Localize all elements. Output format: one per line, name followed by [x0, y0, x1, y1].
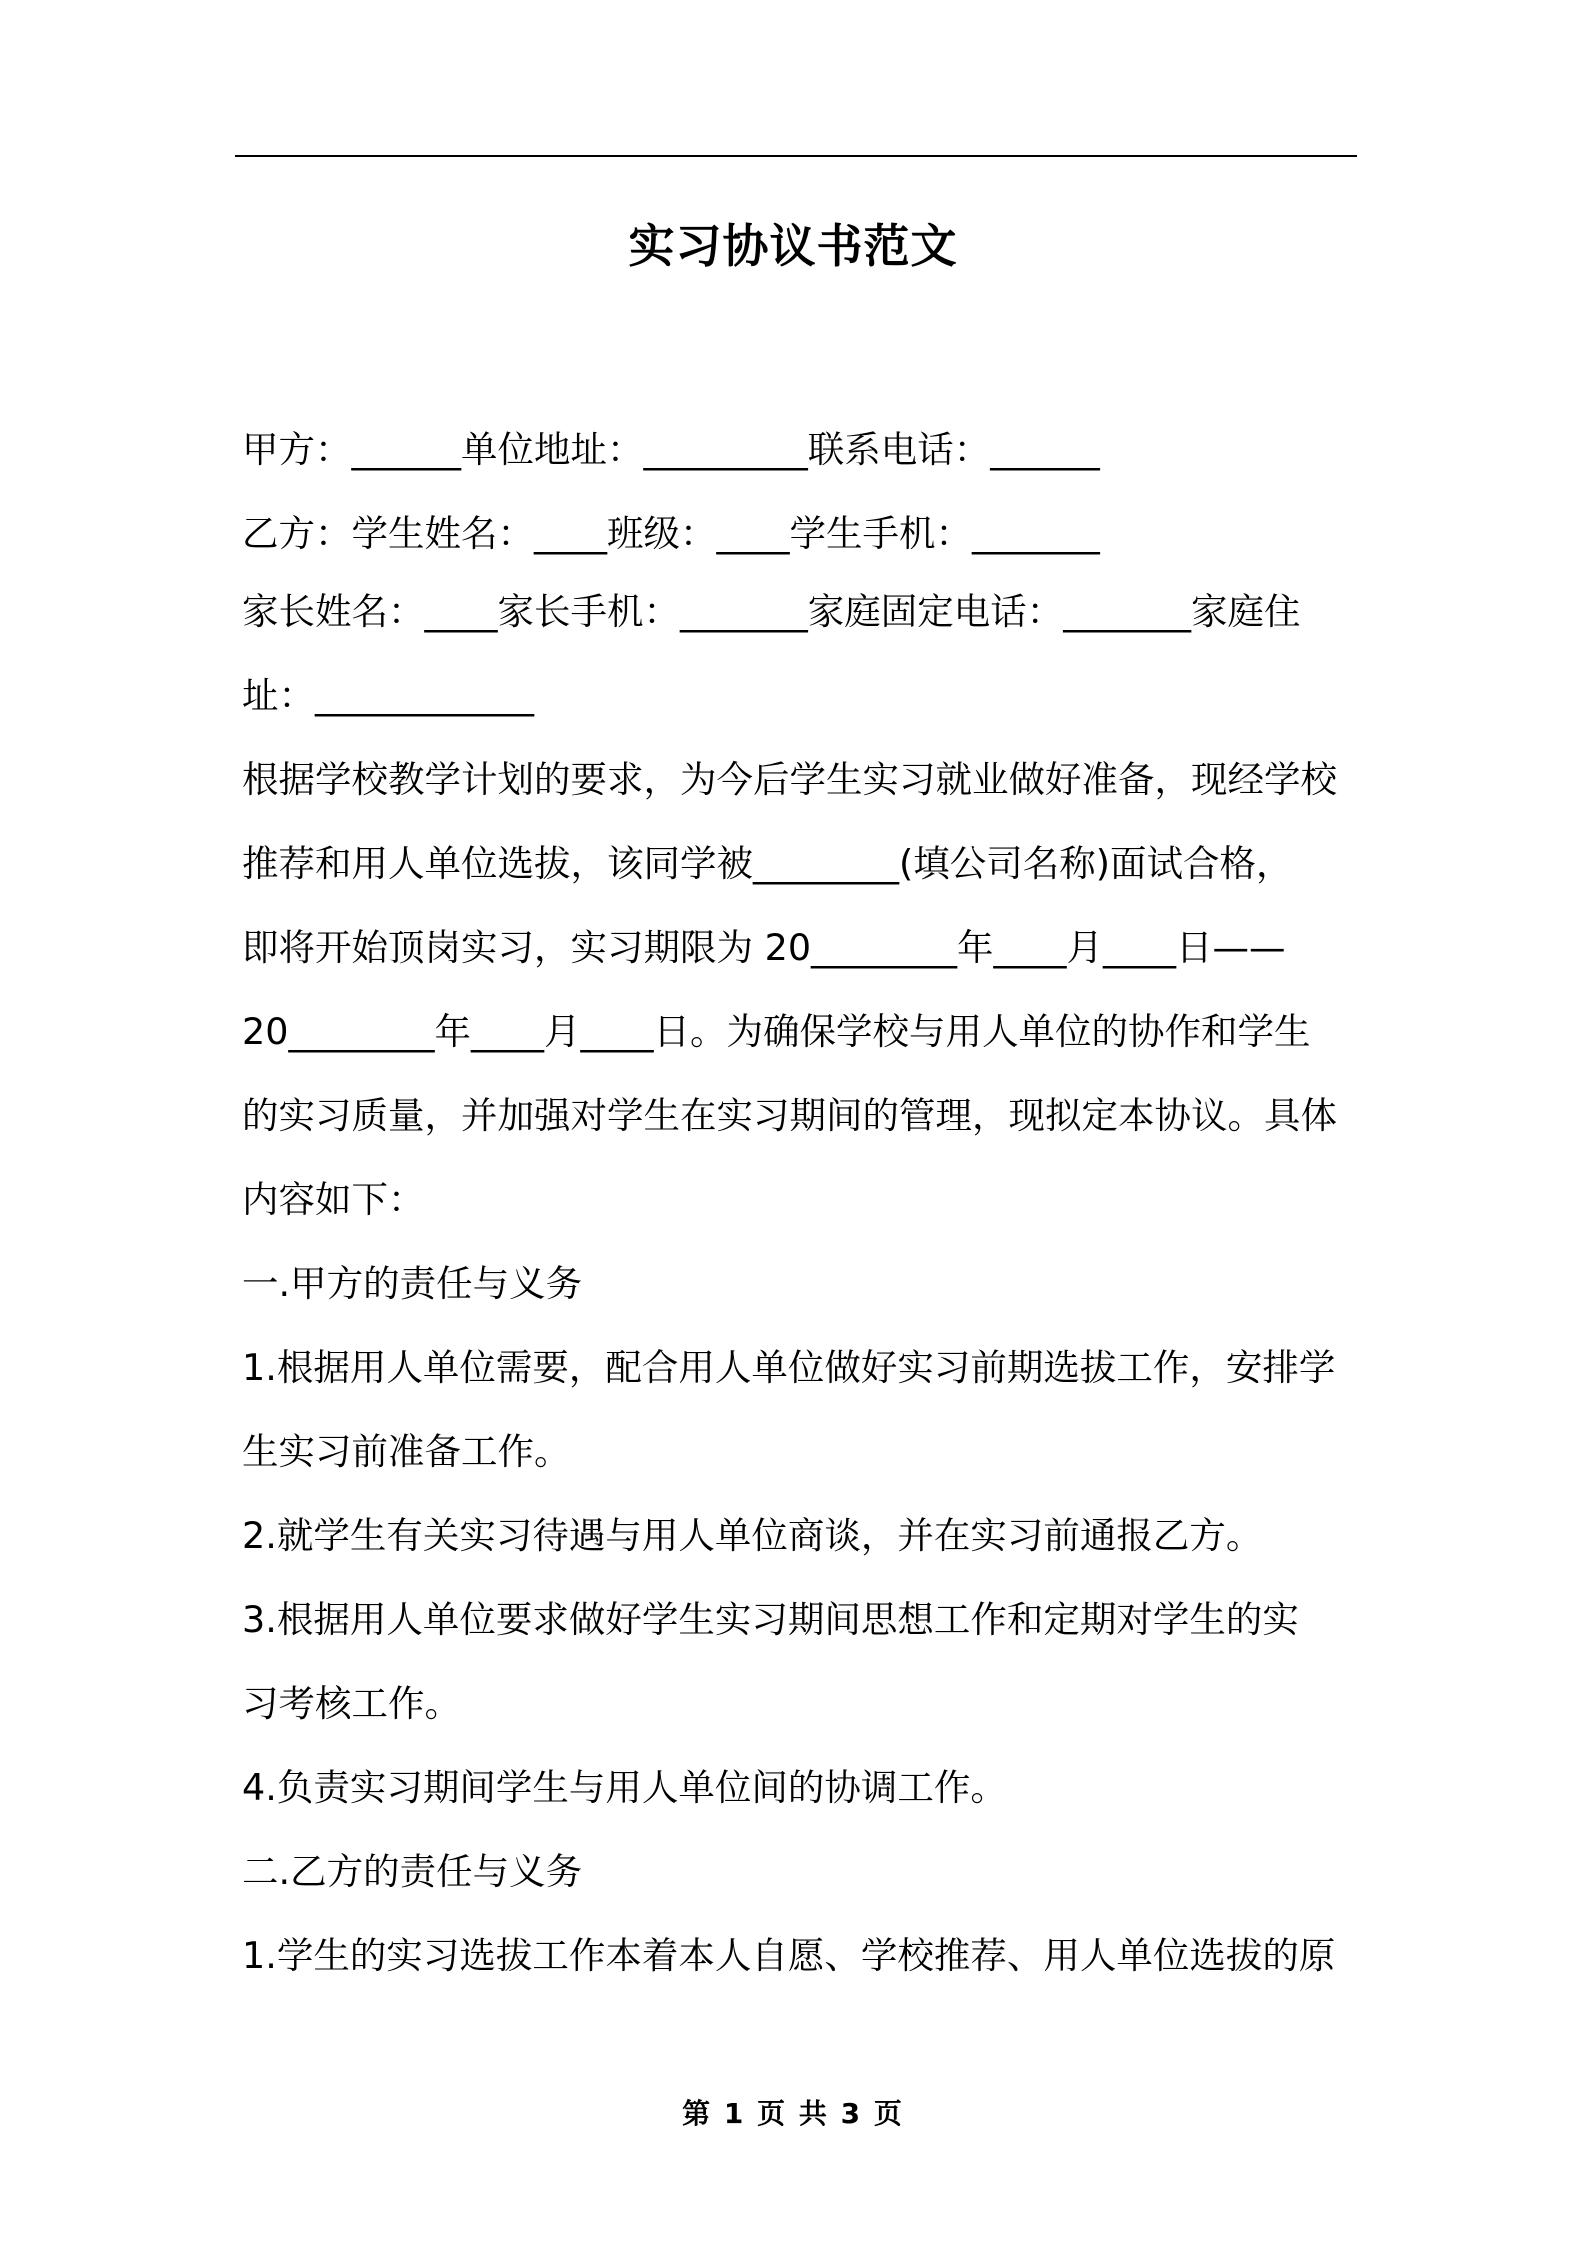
document-body: [242, 408, 1362, 1998]
list-item: 1.学生的实习选拔工作本着本人自愿、学校推荐、用人单位选拔的原: [242, 1934, 1336, 1977]
address-line: 址：____________: [242, 674, 534, 717]
list-item: 习考核工作。: [242, 1682, 461, 1725]
paragraph-line: 20________年____月____日。为确保学校与用人单位的协作和学生: [242, 1010, 1311, 1053]
list-item: 1.根据用人单位需要，配合用人单位做好实习前期选拔工作，安排学: [242, 1346, 1336, 1389]
list-item: 生实习前准备工作。: [242, 1430, 571, 1473]
parent-info-line: 家长姓名：____家长手机：_______家庭固定电话：_______家庭住: [242, 590, 1301, 633]
page-footer: 第 1 页 共 3 页: [682, 2097, 904, 2130]
section-heading: 一.甲方的责任与义务: [242, 1262, 583, 1305]
paragraph-line: 内容如下：: [242, 1178, 425, 1221]
list-item: 2.就学生有关实习待遇与用人单位商谈，并在实习前通报乙方。: [242, 1514, 1263, 1557]
paragraph-line: 根据学校教学计划的要求，为今后学生实习就业做好准备，现经学校: [242, 758, 1337, 801]
page-title: 实习协议书范文: [628, 219, 958, 273]
section-heading: 二.乙方的责任与义务: [242, 1850, 583, 1893]
paragraph-line: 即将开始顶岗实习，实习期限为 20________年____月____日——: [242, 926, 1286, 969]
list-item: 3.根据用人单位要求做好学生实习期间思想工作和定期对学生的实: [242, 1598, 1299, 1641]
party-b-line: 乙方：学生姓名：____班级：____学生手机：_______: [242, 512, 1100, 555]
paragraph-line: 的实习质量，并加强对学生在实习期间的管理，现拟定本协议。具体: [242, 1094, 1337, 1137]
header-rule: [235, 155, 1357, 157]
party-a-line: 甲方：______单位地址：_________联系电话：______: [242, 428, 1100, 471]
list-item: 4.负责实习期间学生与用人单位间的协调工作。: [242, 1766, 1007, 1809]
paragraph-line: 推荐和用人单位选拔，该同学被________(填公司名称)面试合格，: [242, 842, 1293, 885]
